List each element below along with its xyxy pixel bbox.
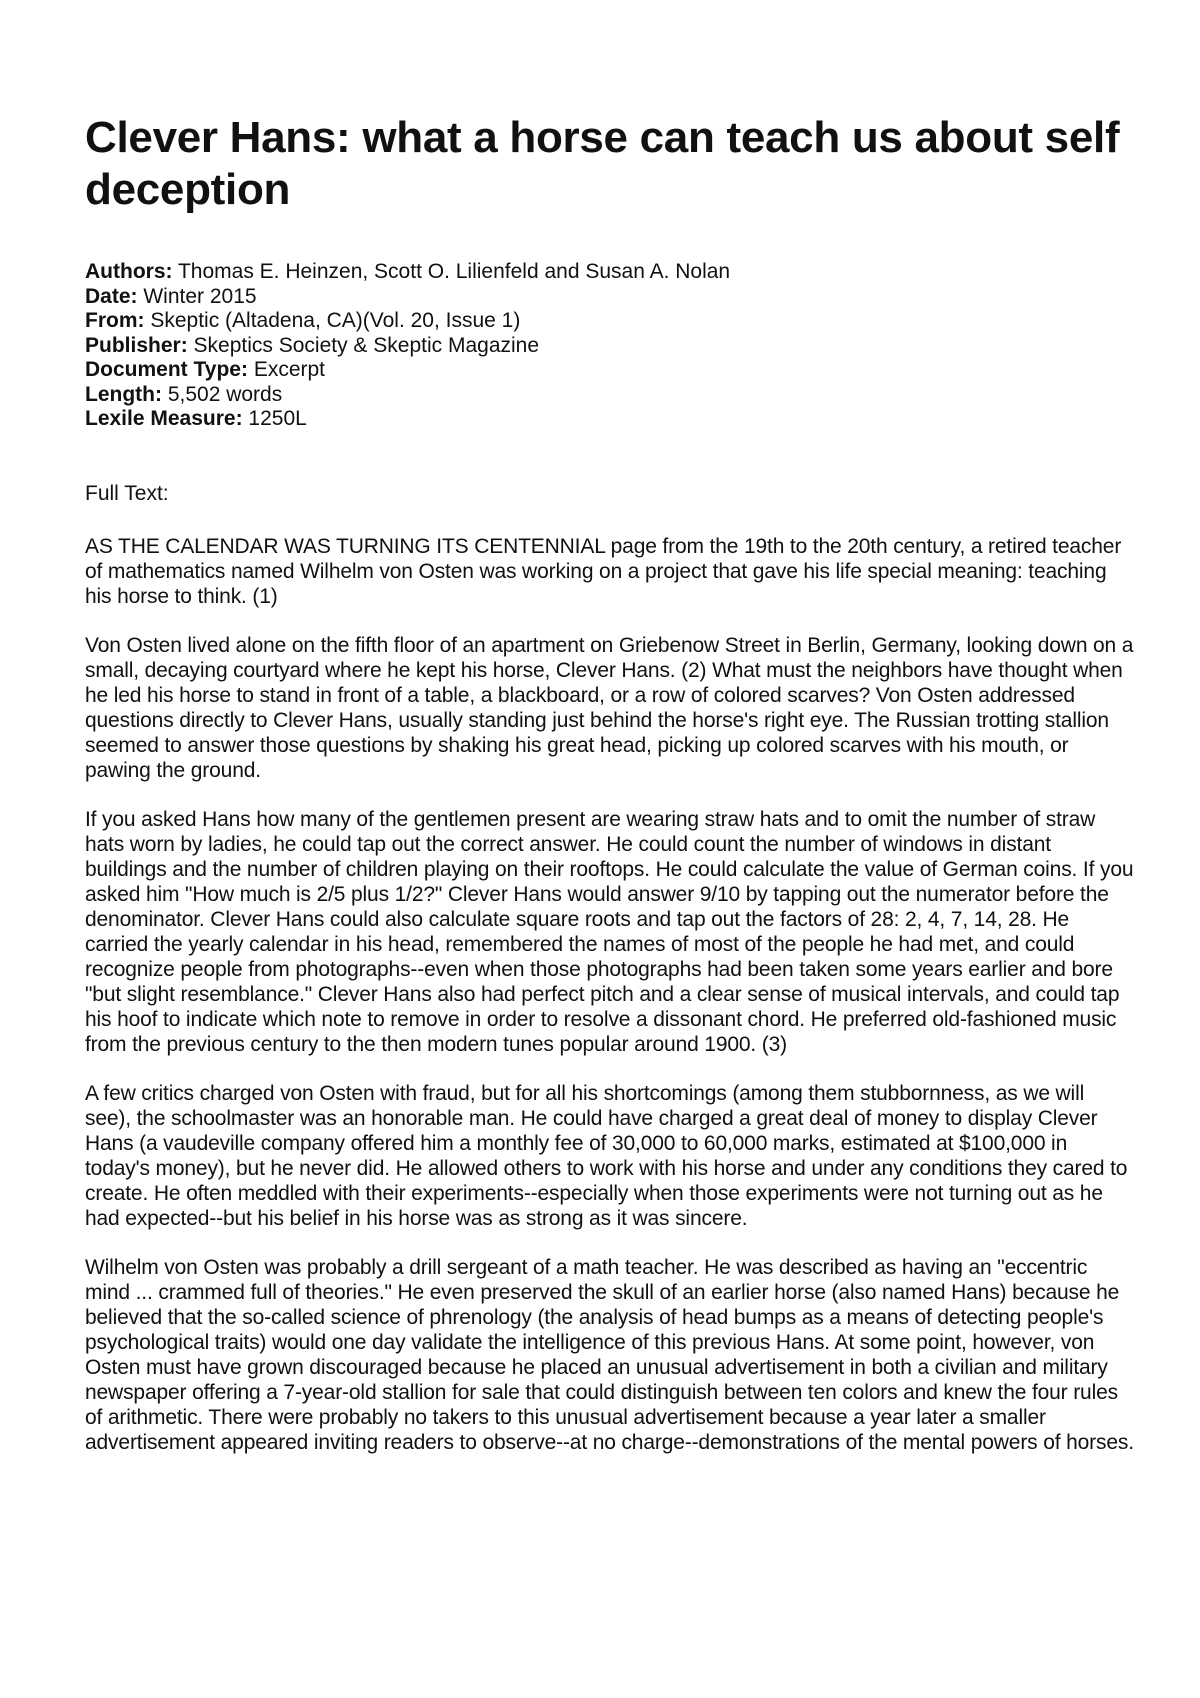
meta-value: Skeptics Society & Skeptic Magazine [193,333,540,357]
meta-value: Thomas E. Heinzen, Scott O. Lilienfeld and Susan A. Nolan [177,260,731,283]
meta-lexile-measure [85,407,1135,432]
meta-label: Publisher: [85,333,188,357]
meta-value: Excerpt [253,358,326,381]
meta-label: Document Type: [85,358,248,381]
meta-label: Authors: [85,260,173,283]
meta-label: Lexile Measure: [85,407,243,430]
meta-value: Skeptic (Altadena, CA)(Vol. 20, Issue 1) [150,309,521,332]
body-paragraph: A few critics charged von Osten with fraud, but for all his shortcomings (among them stubbornness, as we will see), the schoolmaster was an honorable man. He could have charged a great deal of money to display Clever Hans (a vaudeville company offered him a monthly fee of 30,000 to 60,000 marks, estimated at $100,000 in today's money), but he never did. He allowed others to work with his horse and under any conditions they cared to create. He often meddled with their experiments--especially when those experiments were not turning out as he had expected--but his belief in his horse was as strong as it was sincere. [85,1081,1128,1230]
meta-date [85,285,1135,310]
article-title: Clever Hans: what a horse can teach us about self deception [85,113,1120,214]
full-text-label: Full Text: [85,481,169,505]
article-metadata [85,260,1135,432]
meta-source [85,309,1135,334]
meta-value: Winter 2015 [143,284,257,308]
body-paragraph: AS THE CALENDAR WAS TURNING ITS CENTENNIAL page from the 19th to the 20th century, a retired teacher of mathematics named Wilhelm von Osten was working on a project that gave his life special meaning: teaching his horse to think. (1) [85,534,1122,608]
meta-document-type [85,358,1135,383]
meta-authors [85,260,1135,285]
article-body [85,534,1135,1455]
body-paragraph: Von Osten lived alone on the fifth floor of an apartment on Griebenow Street in Berlin, Germany, looking down on a small, decaying courtyard where he kept his horse, Clever Hans. (2) What must the neighbors have thought when he led his horse to stand in front of a table, a blackboard, or a row of colored scarves? Von Osten addressed questions directly to Clever Hans, usually standing just behind the horse's right eye. The Russian trotting stallion seemed to answer those questions by shaking his great head, picking up colored scarves with his mouth, or pawing the ground. [85,633,1134,782]
meta-value: 1250L [248,407,307,430]
meta-value: 5,502 words [167,382,283,406]
document-page [85,112,1135,1479]
body-paragraph: Wilhelm von Osten was probably a drill sergeant of a math teacher. He was described as having an "eccentric mind ... crammed full of theories." He even preserved the skull of an earlier horse (also named Hans) because he believed that the so-called science of phrenology (the analysis of head bumps as a means of detecting people's psychological traits) would one day validate the intelligence of this previous Hans. At some point, however, von Osten must have grown discouraged because he placed an unusual advertisement in both a civilian and military newspaper offering a 7-year-old stallion for sale that could distinguish between ten colors and knew the four rules of arithmetic. There were probably no takers to this unusual advertisement because a year later a smaller advertisement appeared inviting readers to observe--at no charge--demonstrations of the mental powers of horses. [85,1255,1134,1454]
meta-publisher [85,334,1135,359]
meta-label: Date: [85,284,138,308]
meta-length [85,383,1135,408]
body-paragraph: If you asked Hans how many of the gentlemen present are wearing straw hats and to omit the number of straw hats worn by ladies, he could tap out the correct answer. He could count the number of windows in distant buildings and the number of children playing on their rooftops. He could calculate the value of German coins. If you asked him "How much is 2/5 plus 1/2?" Clever Hans would answer 9/10 by tapping out the numerator before the denominator. Clever Hans could also calculate square roots and tap out the factors of 28: 2, 4, 7, 14, 28. He carried the yearly calendar in his head, remembered the names of most of the people he had met, and could recognize people from photographs--even when those photographs had been taken some years earlier and bore "but slight resemblance." Clever Hans also had perfect pitch and a clear sense of musical intervals, and could tap his hoof to indicate which note to remove in order to resolve a dissonant chord. He preferred old-fashioned music from the previous century to the then modern tunes popular around 1900. (3) [85,807,1134,1056]
meta-label: Length: [85,382,162,406]
meta-label: From: [85,309,145,332]
